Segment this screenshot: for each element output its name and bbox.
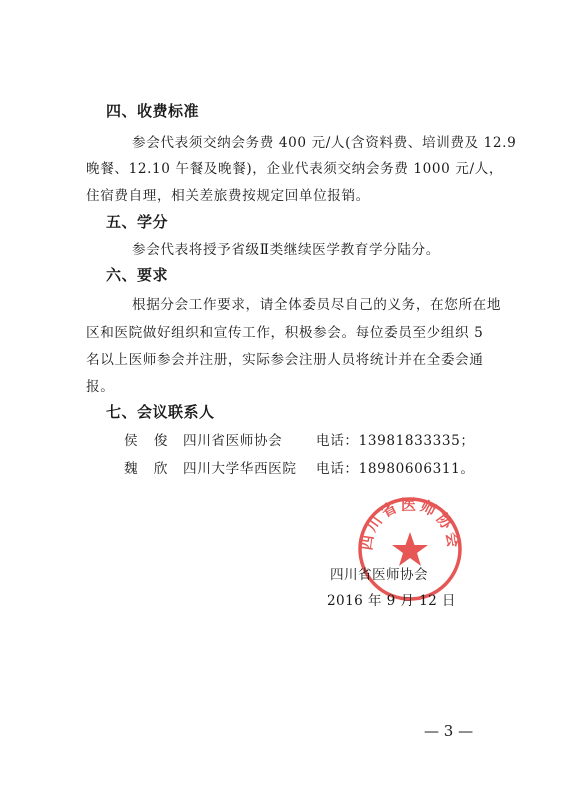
- official-seal-stamp: [355, 494, 465, 604]
- section-6-line: 名以上医师参会并注册，实际参会注册人员将统计并在全委会通: [86, 352, 484, 368]
- contact-name: 侯 俊: [124, 433, 174, 449]
- section-5-line: 参会代表将授予省级Ⅱ类继续医学教育学分陆分。: [132, 242, 440, 258]
- section-6-line: 区和医院做好组织和宣传工作，积极参会。每位委员至少组织 5: [86, 325, 484, 341]
- contact-name: 魏 欣: [124, 461, 174, 477]
- section-6-line: 根据分会工作要求，请全体委员尽自己的义务，在您所在地: [132, 297, 502, 313]
- contact-phone: 电话：18980606311。: [316, 461, 475, 477]
- signature-org: 四川省医师协会: [330, 567, 428, 583]
- contact-org: 四川大学华西医院: [183, 461, 297, 477]
- contact-org: 四川省医师协会: [183, 433, 283, 449]
- section-6-line: 报。: [86, 379, 115, 395]
- section-4-heading: 四、收费标准: [106, 102, 200, 120]
- section-5-heading: 五、学分: [106, 213, 169, 231]
- section-7-heading: 七、会议联系人: [106, 403, 215, 421]
- page-number: — 3 —: [424, 722, 474, 740]
- signature-date: 2016 年 9 月 12 日: [327, 593, 456, 609]
- section-4-line: 参会代表须交纳会务费 400 元/人(含资料费、培训费及 12.9: [132, 135, 517, 151]
- section-4-line: 住宿费自理，相关差旅费按规定回单位报销。: [86, 188, 370, 204]
- section-6-heading: 六、要求: [106, 266, 169, 284]
- seal-text: 四川省医师协会: [357, 495, 463, 552]
- contact-phone: 电话：13981833335；: [316, 433, 475, 449]
- section-4-line: 晚餐、12.10 午餐及晚餐)，企业代表须交纳会务费 1000 元/人，: [86, 161, 504, 177]
